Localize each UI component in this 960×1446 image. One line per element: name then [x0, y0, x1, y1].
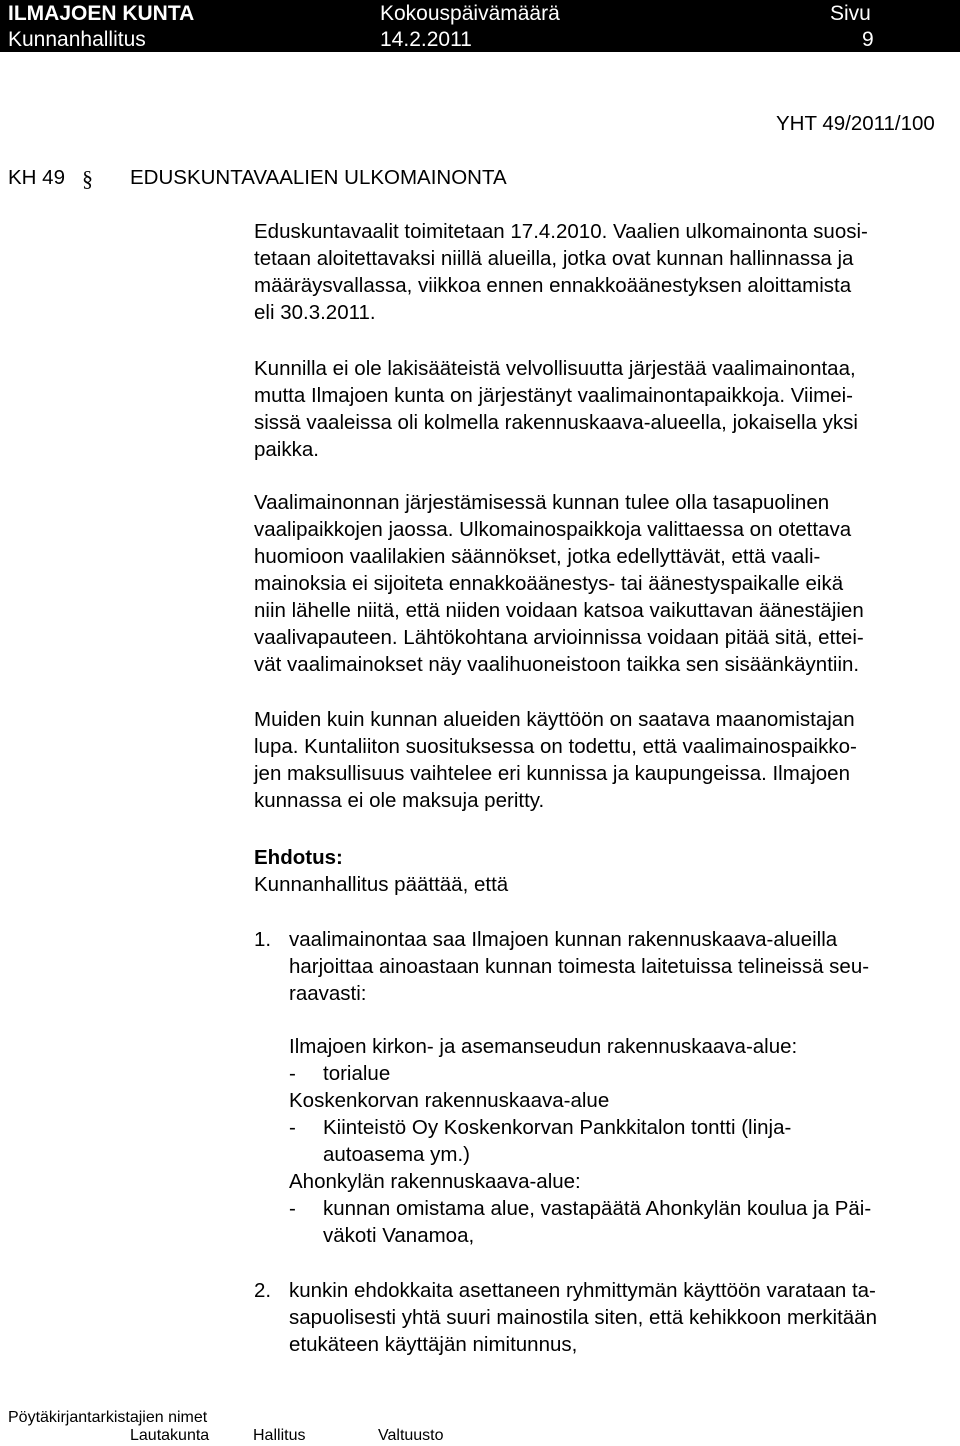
footer-unit: Hallitus: [253, 1427, 306, 1444]
section-number: KH 49: [8, 166, 65, 189]
paragraph-intro: Eduskuntavaalit toimitetaan 17.4.2010. Vaalien ulkomainonta suosi- tetaan aloitettavaksi niillä alueilla, jotka ovat kunnan hallinnassa ja määräysvallassa, viikkoa ennen ennakkoäänestyksen aloittamista eli 30.3.2011.: [254, 220, 868, 324]
reference-number: YHT 49/2011/100: [776, 112, 935, 135]
meeting-date: 14.2.2011: [380, 28, 472, 51]
location-entry-continuation: väkoti Vanamoa,: [323, 1224, 475, 1247]
list-item-1: vaalimainontaa saa Ilmajoen kunnan rakennuskaava-alueilla harjoittaa ainoastaan kunnan toimesta laitetuissa telineissä seu- raavasti:: [289, 928, 870, 1005]
footer-unit: Lautakunta: [130, 1427, 210, 1444]
proposal-intro: Kunnanhallitus päättää, että: [254, 873, 509, 896]
section-sign-icon: [80, 164, 114, 192]
organization-name: ILMAJOEN KUNTA: [8, 2, 195, 25]
list-item-number: 1.: [254, 928, 272, 951]
location-area-heading: Ilmajoen kirkon- ja asemanseudun rakennuskaava-alue:: [289, 1035, 798, 1058]
body-name: Kunnanhallitus: [8, 28, 146, 51]
page-number: 9: [862, 28, 874, 51]
list-item-2: kunkin ehdokkaita asettaneen ryhmittymän käyttöön varataan ta- sapuolisesti yhtä suuri mainostila siten, että kehikkoon merkitään etukäteen käyttäjän nimitunnus,: [289, 1279, 877, 1356]
section-title: EDUSKUNTAVAALIEN ULKOMAINONTA: [130, 166, 507, 189]
paragraph-obligation: Kunnilla ei ole lakisääteistä velvollisuutta järjestää vaalimainontaa, mutta Ilmajoen kunta on järjestänyt vaalimainontapaikkoja. Viimei- sissä vaaleissa oli kolmella rakennuskaava-alueella, jokaisella yksi paikka.: [254, 357, 858, 461]
location-area-heading: Ahonkylän rakennuskaava-alue:: [289, 1170, 581, 1193]
meeting-date-label: Kokouspäivämäärä: [380, 2, 560, 25]
location-entry: - kunnan omistama alue, vastapäätä Ahonkylän koulua ja Päi-: [289, 1197, 872, 1220]
page-header: [0, 0, 960, 52]
location-list: [289, 1033, 959, 1249]
footer-signatories-label: Pöytäkirjantarkistajien nimet: [8, 1409, 208, 1426]
location-entry-continuation: autoasema ym.): [323, 1143, 470, 1166]
location-entry: - Kiinteistö Oy Koskenkorvan Pankkitalon tontti (linja-: [289, 1116, 792, 1139]
location-area-heading: Koskenkorvan rakennuskaava-alue: [289, 1089, 610, 1112]
svg-text:§: §: [82, 166, 93, 191]
paragraph-landowner: Muiden kuin kunnan alueiden käyttöön on saatava maanomistajan lupa. Kuntaliiton suosituksessa on todettu, että vaalimainospaikko- jen maksullisuus vaihtelee eri kunnissa ja kaupungeissa. Ilmajoen kunnassa ei ole maksuja peritty.: [254, 708, 857, 812]
list-item-number: 2.: [254, 1279, 272, 1302]
page-label: Sivu: [830, 2, 871, 25]
footer-unit: Valtuusto: [378, 1427, 444, 1444]
paragraph-fairness: Vaalimainonnan järjestämisessä kunnan tulee olla tasapuolinen vaalipaikkojen jaossa. Ulkomainospaikkoja valittaessa on otettava huomioon vaalilakien säännökset, jotka edellyttävät, että vaali- mainoksia ei sijoiteta ennakkoäänestys- tai äänestyspaikalle eikä niin lähelle niitä, että niiden voidaan katsoa vaikuttavan äänestäjien vaalivapauteen. Lähtökohtana arvioinnissa voidaan pitää sitä, ettei- vät vaalimainokset näy vaalihuoneistoon taikka sen sisäänkäyntiin.: [254, 491, 864, 676]
location-entry: - torialue: [289, 1062, 391, 1085]
proposal-heading: Ehdotus:: [254, 846, 343, 869]
